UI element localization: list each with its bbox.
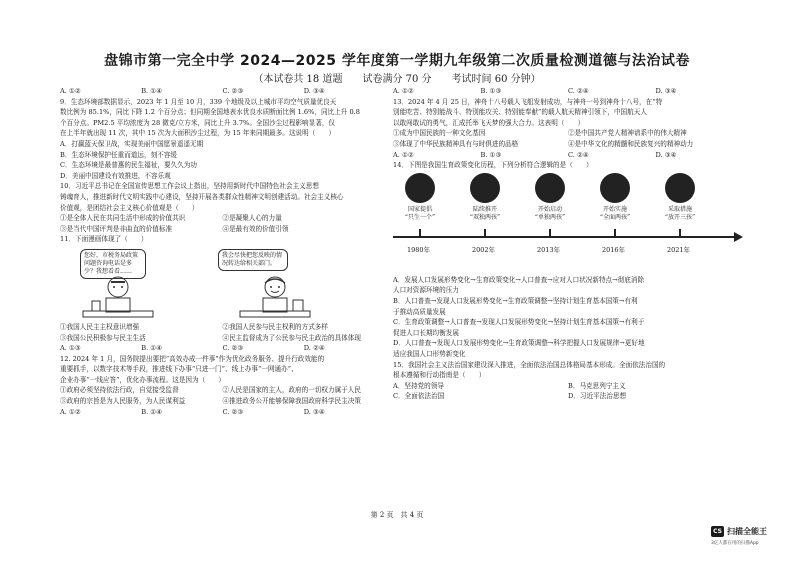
- option: ②人民是国家的主人，政府的一切权力属于人民: [222, 386, 361, 395]
- option-row: [393, 128, 743, 139]
- option: B．马克思列宁主义: [568, 381, 626, 390]
- option-row: [393, 381, 743, 392]
- question-text: 企业办事“一线应答”，优化办事流程。这是因为（ ）: [60, 375, 225, 384]
- option: B. ①④: [141, 87, 163, 95]
- timeline-tick: [419, 229, 421, 237]
- timeline-tick: [679, 229, 681, 237]
- question-13: [393, 97, 743, 161]
- option: ④是最有效的价值引领: [222, 224, 289, 233]
- option: D. ②④: [303, 344, 325, 353]
- option: A. ①②: [393, 87, 414, 95]
- question-text: 在上半年就出现 11 次，其中 15 次为大面积沙尘过程，为 15 年来同期最多。这说明（ ）: [60, 129, 336, 138]
- option: A. ①②: [393, 150, 414, 159]
- question-text: 个百分点。PM2.5 平均浓度为 28 微克/立方米，同比上升 3.7%。全国沙尘过程影响显著，仅: [60, 118, 336, 127]
- option: D. ③④: [655, 150, 677, 159]
- option: C. ②③: [222, 407, 244, 416]
- question-15: [393, 360, 743, 402]
- q12-answers: [60, 407, 385, 418]
- option: 人口对资源环境的压力: [393, 286, 459, 295]
- option-row: [60, 385, 385, 396]
- option: A．发展人口发展形势变化→生育政策变化→人口普查→应对人口状况新特点→彻底消除: [393, 275, 645, 284]
- option: B．人口普查→发现人口发展形势变化→生育政策调整→坚持计划生育基本国策→有利: [393, 296, 638, 305]
- option: ④推进政务公开能够保障我国政府科学民主决策: [222, 397, 361, 406]
- option: C．生育政策调整→人口普查→发现人口发展形势变化→坚持计划生育基本国策→有利于: [393, 318, 645, 327]
- option-row: [60, 224, 385, 235]
- question-text: 别能吃苦、特别能战斗、特别能攻关、特别能奉献”的载人航天精神引领下，中国航天人: [393, 108, 647, 117]
- question-text: 数比例为 85.1%，同比下降 1.2 个百分点；但同期全国地表水优良水质断面比例 1.6%，同比上升 0.8: [60, 108, 360, 117]
- q8-options: [60, 86, 385, 97]
- option: B. ①③: [480, 150, 502, 159]
- question-text: 9．生态环境部数据显示，2023 年 1 月至 10 月，339 个地级及以上城市平均空气质量优良天: [60, 97, 337, 106]
- question-text: 重要抓手，以数字技术等手段，推进线下办事“只进一门”、线上办事“一网通办”、: [60, 365, 298, 374]
- option: A. ①③: [60, 344, 81, 353]
- option: ①政府必须坚持依法行政，自觉接受监督: [60, 386, 179, 395]
- question-12: [60, 354, 385, 418]
- timeline-tick: [549, 229, 551, 237]
- timeline-year: 2021年: [667, 245, 691, 254]
- question-text: 15．我国社会主义法治国家建设深入推进，全面依法治国总体格局基本形成。全面依法治国的: [393, 360, 666, 369]
- option: B. ①④: [141, 407, 163, 416]
- option: ②是凝聚人心的力量: [222, 214, 282, 223]
- question-text: 根本遵循和行动指南是（ ）: [393, 371, 486, 380]
- timeline-year: 2016年: [602, 245, 626, 254]
- family-icon: [470, 173, 500, 203]
- option: C. ②④: [568, 87, 589, 95]
- option: D．习近平法治思想: [568, 392, 627, 401]
- speech-bubble-citizen: 您好，市税务局政策问题咨询电话是多少？我想看看……: [80, 249, 146, 279]
- policy-timeline: [393, 173, 743, 273]
- option: C. ②③: [222, 344, 244, 353]
- option: A．打赢蓝天保卫战，实现美丽中国愿景遥遥无期: [60, 139, 204, 148]
- arrow-icon: [734, 232, 743, 242]
- citizen-figure: [78, 275, 158, 319]
- option-row: [60, 213, 385, 224]
- watermark-tagline: 3亿人都在用的扫描App: [711, 541, 759, 546]
- option-row: [393, 391, 743, 402]
- question-11: [60, 234, 385, 353]
- official-figure: [235, 275, 315, 319]
- timeline-tick: [614, 229, 616, 237]
- timeline-label: 采取措施 “放开三孩”: [664, 205, 696, 221]
- option: ②我国人民参与民主权利的方式多样: [222, 322, 328, 331]
- question-text: 以敢闯敢试的勇气，汇成托举飞天梦的强大合力。这表明（ ）: [393, 118, 585, 127]
- option: 适应我国人口形势新变化: [393, 349, 466, 358]
- timeline-year: 2013年: [537, 245, 561, 254]
- option: C. ②③: [222, 87, 244, 95]
- question-14: [393, 160, 743, 359]
- option: B．生态环境保护任重而道远，刻不容缓: [60, 150, 177, 159]
- option: ③我国公民积极参与民主生活: [60, 333, 146, 342]
- question-text: 铸魂育人，推进新时代文明实践中心建设，坚持开展各类群众性精神文明创建活动。社会主义核心: [60, 192, 344, 201]
- option: B. ①④: [141, 344, 163, 353]
- right-column: [393, 86, 743, 402]
- option: C. ②④: [568, 150, 589, 159]
- exam-title: 盘锦市第一完全中学 2024—2025 学年度第一学期九年级第二次质量检测道德与法治试卷: [104, 53, 690, 69]
- camscanner-logo-icon: CS: [711, 526, 724, 537]
- question-text: 14．下图是我国生育政策变化历程，下列分析符合逻辑的是（ ）: [393, 161, 593, 170]
- exam-subtitle: （本试卷共 18 道题 试卷满分 70 分 考试时间 60 分钟）: [253, 74, 541, 85]
- question-text: 12. 2024 年 1 月，国务院提出要把“高效办成一件事”作为优化政务服务、提升行政效能的: [60, 354, 325, 363]
- option: D．美丽中国建设有效推进，不容乐观: [60, 171, 171, 180]
- option: D．人口普查→发现人口发展形势变化→生育政策调整→科学把握人口发展规律→更好地: [393, 339, 645, 348]
- option: ④是中华文化的精髓和民族复兴的精神动力: [568, 139, 694, 148]
- q11-answers: [60, 343, 385, 354]
- option: ④民主监督成为了公民参与民主政治的具体体现: [222, 333, 361, 342]
- option-row: [60, 322, 385, 333]
- option: ③体现了中华民族精神具有与时俱进的品格: [393, 139, 519, 148]
- option: ①成为中国民族的一种文化基因: [393, 129, 486, 138]
- option: ①我国人民主主权意识增强: [60, 322, 140, 331]
- timeline-label: 开始实施 “全面两孩”: [599, 205, 631, 221]
- family-icon: [665, 173, 695, 203]
- option: ②是中国共产党人精神谱系中的伟大精神: [568, 129, 687, 138]
- timeline-label: 开始启动 “单独两孩”: [534, 205, 566, 221]
- page-number: 第 2 页 共 4 页: [370, 511, 424, 519]
- option: A. ①②: [60, 407, 81, 416]
- cartoon: [60, 247, 385, 320]
- timeline-tick: [484, 229, 486, 237]
- watermark-name: 扫描全能王: [727, 527, 767, 536]
- option: D. ③④: [303, 87, 325, 95]
- family-icon: [535, 173, 565, 203]
- option: D. ③④: [655, 87, 677, 95]
- timeline-label: 国家提倡 “只生一个”: [404, 205, 436, 221]
- q13-answers: [393, 150, 743, 161]
- option: C．生态环境是最普惠的民生福祉，要久久为功: [60, 161, 197, 170]
- timeline-year: 2002年: [472, 245, 496, 254]
- option: A. ①②: [60, 87, 81, 95]
- option-row: [393, 139, 743, 150]
- question-text: 13．2024 年 4 月 25 日，神舟十八号载人飞船发射成功，与神舟一号到神舟十八号，在“特: [393, 97, 663, 106]
- question-9: [60, 97, 385, 182]
- family-icon: [405, 173, 435, 203]
- question-10: [60, 181, 385, 234]
- option: B. ①③: [480, 87, 502, 95]
- option: 促进人口长期均衡发展: [393, 328, 459, 337]
- left-column: [60, 86, 385, 417]
- option: ③政府的宗旨是为人民服务，为人民谋利益: [60, 397, 186, 406]
- timeline-label: 陆续推开 “双独两孩”: [469, 205, 501, 221]
- timeline-axis: [393, 236, 735, 238]
- option: 于推动高质量发展: [393, 307, 446, 316]
- question-text: 10．习近平总书记在全国宣传思想工作会议上指出，坚持用新时代中国特色社会主义思想: [60, 182, 319, 191]
- option: A．坚持党的领导: [393, 381, 444, 390]
- speech-bubble-official: 我会尽快把您反映的情况转达给相关部门。: [218, 249, 288, 271]
- question-text: 价值观，是团结社会主义核心价值观是（ ）: [60, 203, 199, 212]
- option: ③是当代中国评判是非曲直的价值标准: [60, 224, 173, 233]
- timeline-year: 1980年: [407, 245, 431, 254]
- option: ①是全体人民在共同生活中形成的价值共识: [60, 214, 186, 223]
- family-icon: [600, 173, 630, 203]
- question-text: 11．下面漫画体现了（ ）: [60, 235, 148, 244]
- option: C．全面依法治国: [393, 392, 445, 401]
- option-row: [60, 396, 385, 407]
- option: D. ③④: [303, 407, 325, 416]
- q12b-options: [393, 86, 743, 97]
- option-row: [60, 333, 385, 344]
